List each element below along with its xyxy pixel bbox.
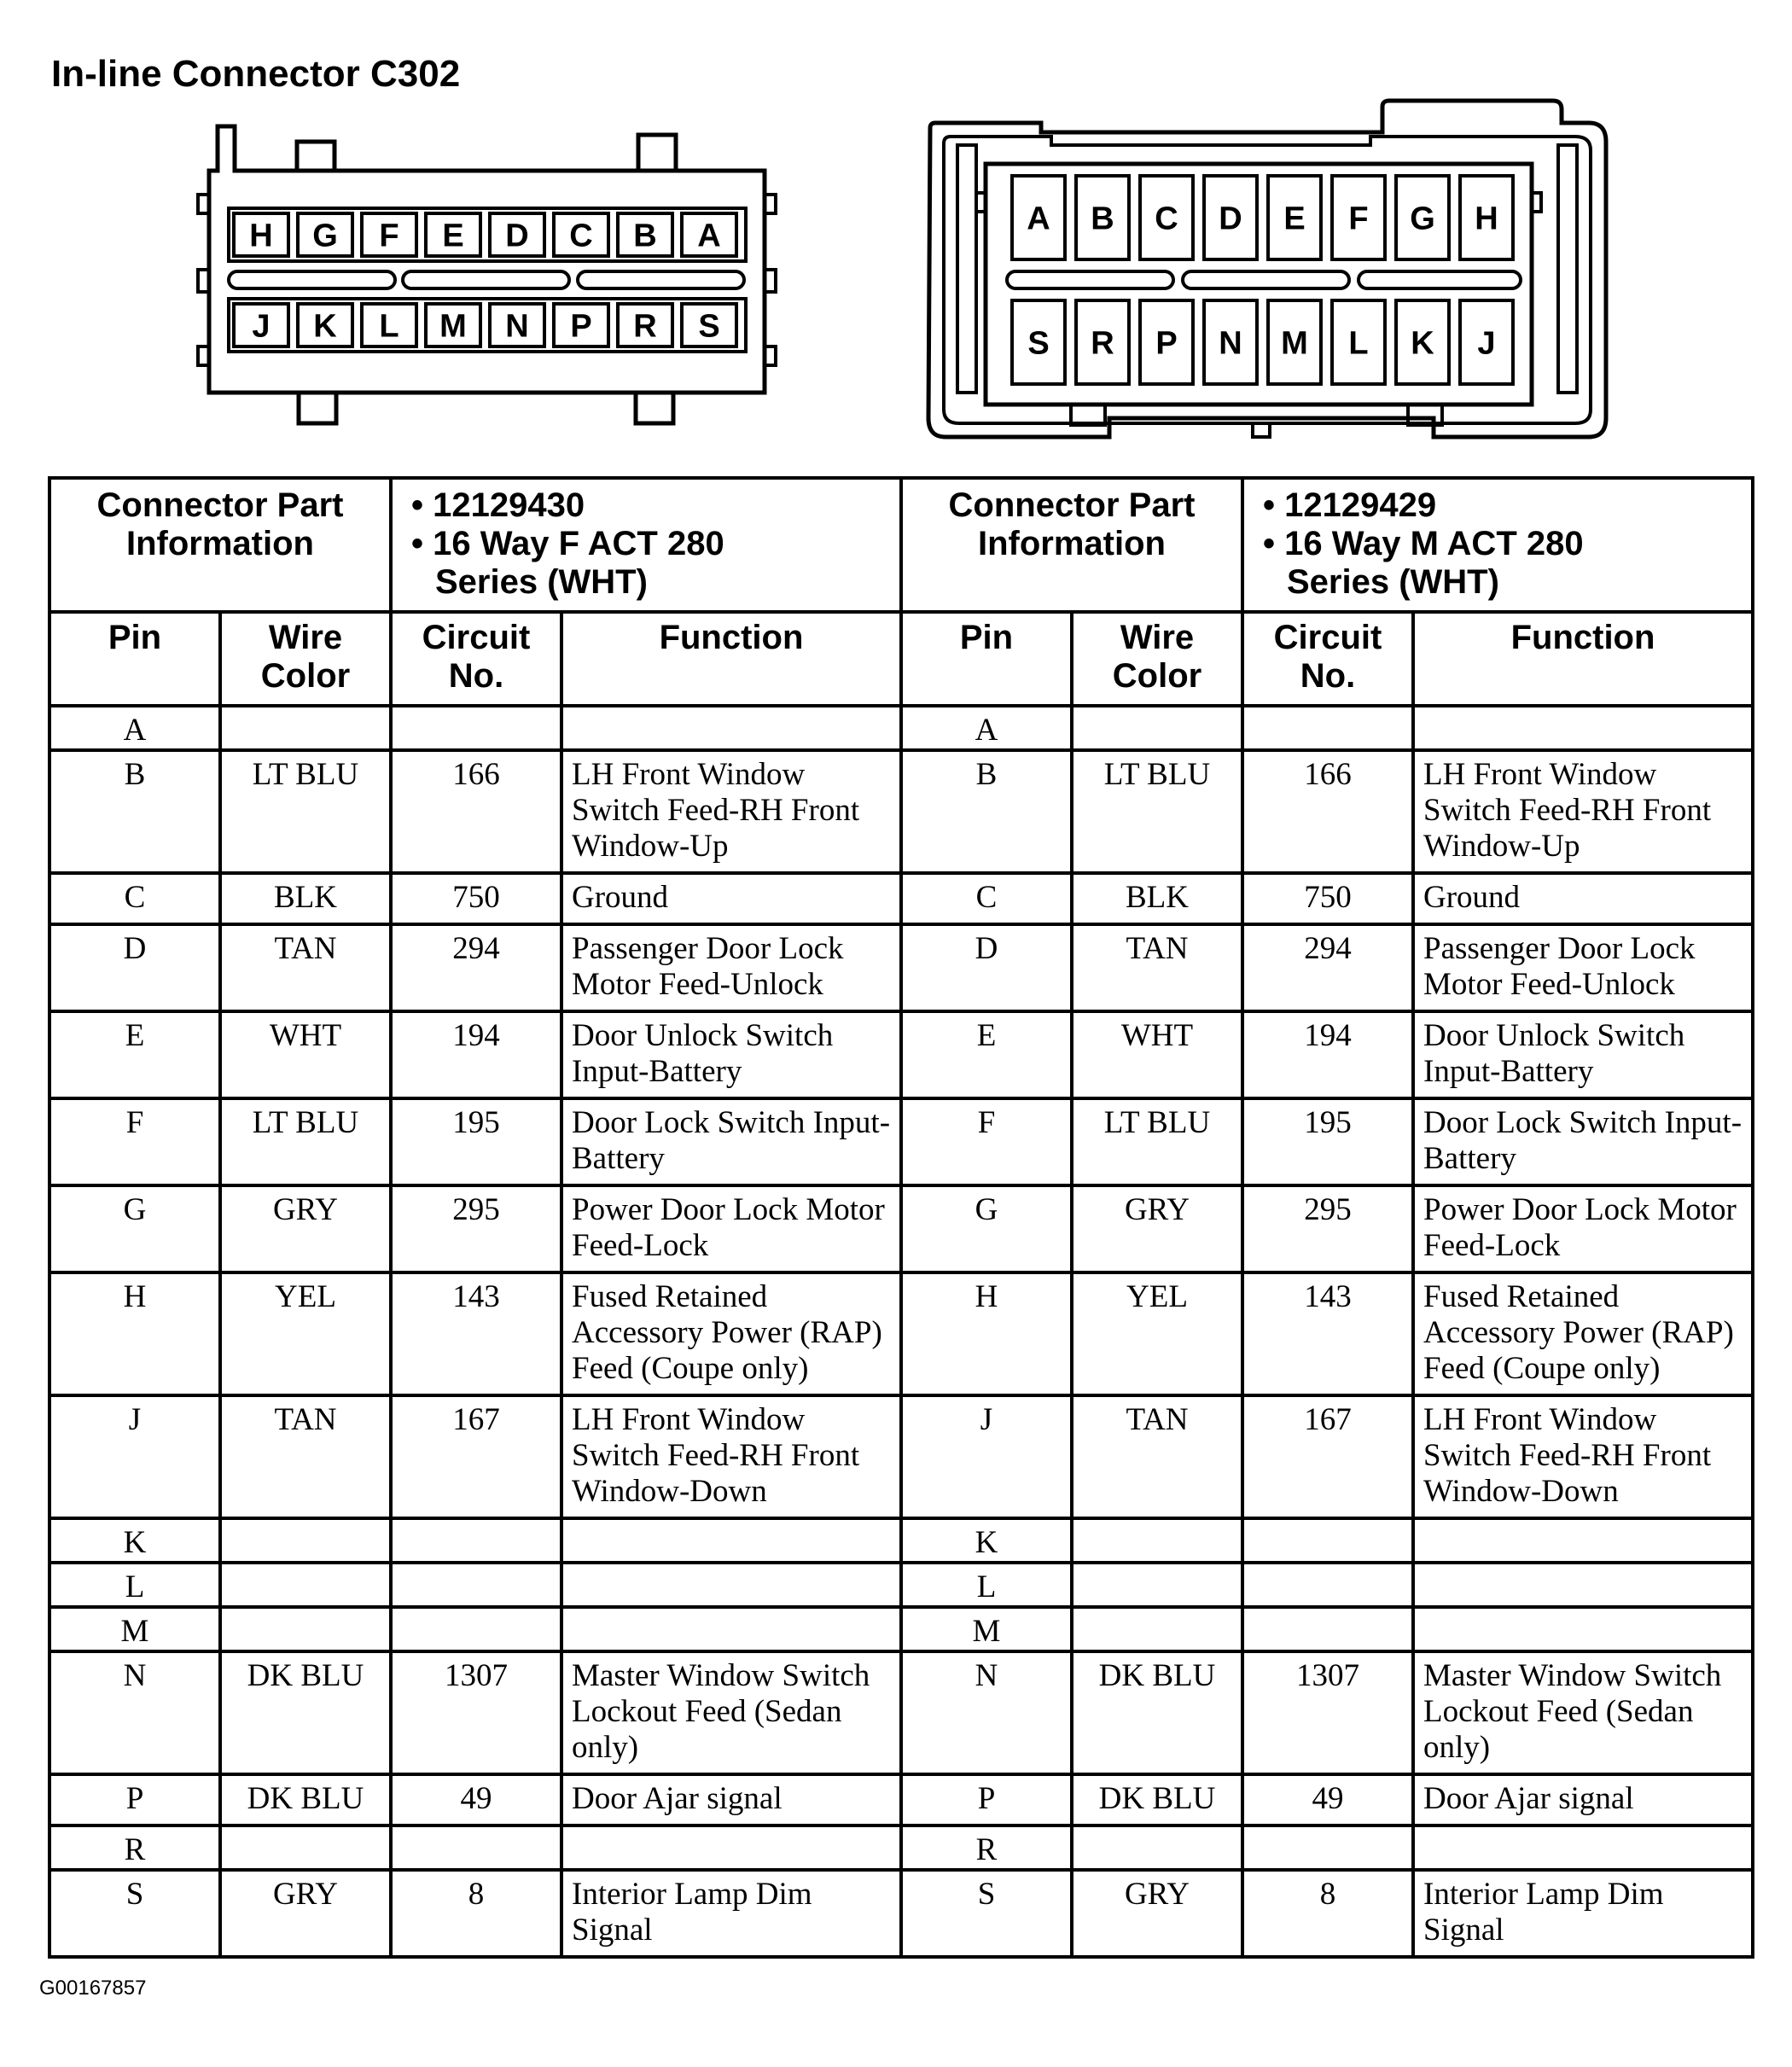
function-cell [1413,1607,1753,1651]
circuit-number-cell [1242,1825,1413,1870]
circuit-number-cell [1242,706,1413,750]
circuit-number-cell: 295 [1242,1185,1413,1272]
function-cell: Passenger Door Lock Motor Feed-Unlock [561,924,901,1011]
pin-cell: G [901,1185,1072,1272]
pin-column-header: Pin [901,612,1072,706]
circuit-number-cell: 194 [1242,1011,1413,1098]
female-connector-diagram [188,119,794,435]
pin-cell: L [49,1563,220,1607]
table-row [49,873,1753,924]
wire-color-cell [220,1825,391,1870]
pin-cell: J [49,1395,220,1518]
pin-column-header: Pin [49,612,220,706]
female-pin-label: C [569,218,593,254]
pin-cell: H [901,1272,1072,1395]
function-cell: Power Door Lock Motor Feed-Lock [1413,1185,1753,1272]
pin-cell: M [49,1607,220,1651]
function-cell: LH Front Window Switch Feed-RH Front Window-Down [1413,1395,1753,1518]
wire-color-cell: DK BLU [1072,1651,1242,1774]
circuit-number-cell: 750 [391,873,561,924]
table-row [49,1395,1753,1518]
function-cell [561,1518,901,1563]
figure-reference-code: G00167857 [39,1977,147,2000]
table-row [49,1272,1753,1395]
wire-color-cell [1072,1563,1242,1607]
male-pin-label: R [1091,325,1114,362]
circuit-number-cell [1242,1518,1413,1563]
circuit-number-cell [391,706,561,750]
table-row [49,706,1753,750]
pin-cell: R [901,1825,1072,1870]
function-cell: Master Window Switch Lockout Feed (Sedan only) [1413,1651,1753,1774]
pin-cell: E [901,1011,1072,1098]
wire-color-cell: GRY [220,1870,391,1957]
page-title: In-line Connector C302 [51,53,461,95]
pin-cell: F [49,1098,220,1185]
pin-cell: F [901,1098,1072,1185]
function-cell [1413,1518,1753,1563]
wire-color-cell: WHT [1072,1011,1242,1098]
wire-color-cell [220,1607,391,1651]
circuit-number-cell: 8 [1242,1870,1413,1957]
male-pin-label: C [1155,201,1178,237]
connector-info-label-left: Connector Part Information [49,478,391,612]
circuit-number-cell: 194 [391,1011,561,1098]
wire-color-cell: BLK [1072,873,1242,924]
pin-cell: M [901,1607,1072,1651]
female-pin-label: A [697,218,721,254]
wire-color-cell: LT BLU [1072,750,1242,873]
function-cell: Door Ajar signal [561,1774,901,1825]
function-cell: Ground [1413,873,1753,924]
pin-cell: J [901,1395,1072,1518]
male-pin-label: L [1348,325,1369,362]
female-pin-label: G [312,218,338,254]
male-pin-label: G [1410,201,1435,237]
pin-cell: L [901,1563,1072,1607]
female-pin-label: P [570,308,592,345]
wire-color-cell: LT BLU [220,1098,391,1185]
function-cell: LH Front Window Switch Feed-RH Front Window-Up [1413,750,1753,873]
female-pin-label: F [379,218,399,254]
table-row [49,1185,1753,1272]
female-pin-label: L [379,308,399,345]
circuit-number-cell [391,1563,561,1607]
circuit-number-cell [391,1518,561,1563]
wire-color-cell [220,706,391,750]
table-row [49,1607,1753,1651]
function-cell: Fused Retained Accessory Power (RAP) Feed (Coupe only) [561,1272,901,1395]
wire-color-cell: BLK [220,873,391,924]
male-pin-label: H [1475,201,1498,237]
wire-color-cell: DK BLU [220,1774,391,1825]
male-pin-label: P [1155,325,1178,362]
pin-cell: C [49,873,220,924]
table-row [49,1870,1753,1957]
function-cell: Interior Lamp Dim Signal [561,1870,901,1957]
female-pin-label: D [505,218,529,254]
male-pin-label: E [1283,201,1306,237]
pin-cell: B [901,750,1072,873]
circuit-number-cell: 167 [391,1395,561,1518]
circuit-number-cell [391,1607,561,1651]
male-pin-label: B [1091,201,1114,237]
male-pin-label: S [1027,325,1050,362]
wire-color-cell: TAN [220,1395,391,1518]
circuit-number-cell: 294 [1242,924,1413,1011]
female-pin-label: S [698,308,720,345]
circuit-number-cell: 143 [391,1272,561,1395]
wire-color-cell [1072,1607,1242,1651]
function-cell: Master Window Switch Lockout Feed (Sedan only) [561,1651,901,1774]
pin-cell: K [49,1518,220,1563]
male-pin-label: J [1477,325,1496,362]
pin-cell: A [901,706,1072,750]
wire-color-cell: TAN [220,924,391,1011]
function-cell: Door Unlock Switch Input-Battery [561,1011,901,1098]
function-cell [561,1607,901,1651]
function-cell [1413,706,1753,750]
wire-color-cell [1072,1825,1242,1870]
pin-cell: N [901,1651,1072,1774]
function-cell [561,1563,901,1607]
connector-part-info-right: • 12129429 • 16 Way M ACT 280 Series (WHT) [1242,478,1753,612]
circuit-number-cell: 1307 [391,1651,561,1774]
wire-color-cell: GRY [220,1185,391,1272]
pin-cell: R [49,1825,220,1870]
male-pin-label: N [1219,325,1242,362]
female-pin-label: E [442,218,464,254]
pin-cell: N [49,1651,220,1774]
circuit-number-cell [1242,1563,1413,1607]
circuit-number-cell: 195 [1242,1098,1413,1185]
circuit-number-cell: 750 [1242,873,1413,924]
circuit-number-cell: 167 [1242,1395,1413,1518]
wire-color-cell: DK BLU [220,1651,391,1774]
table-row [49,1774,1753,1825]
male-pin-label: K [1411,325,1434,362]
function-cell [1413,1563,1753,1607]
male-pin-label: D [1219,201,1242,237]
function-column-header: Function [561,612,901,706]
female-pin-label: J [252,308,271,345]
circuit-number-cell: 143 [1242,1272,1413,1395]
column-header-row [49,612,1753,706]
function-cell: Ground [561,873,901,924]
pin-cell: S [901,1870,1072,1957]
function-column-header: Function [1413,612,1753,706]
pin-cell: D [49,924,220,1011]
circuit-number-cell: 49 [391,1774,561,1825]
circuit-number-cell: 49 [1242,1774,1413,1825]
pin-cell: A [49,706,220,750]
connector-part-info-left: • 12129430 • 16 Way F ACT 280 Series (WHT) [391,478,901,612]
female-pin-label: M [439,308,467,345]
wire-color-cell: LT BLU [1072,1098,1242,1185]
table-row [49,1563,1753,1607]
pin-cell: B [49,750,220,873]
function-cell [1413,1825,1753,1870]
circuit-column-header: Circuit No. [1242,612,1413,706]
male-pin-label: A [1027,201,1050,237]
wire-color-column-header: Wire Color [220,612,391,706]
wire-color-cell: GRY [1072,1185,1242,1272]
table-row [49,1098,1753,1185]
wire-color-cell: WHT [220,1011,391,1098]
circuit-number-cell: 294 [391,924,561,1011]
table-row [49,1651,1753,1774]
pin-cell: P [49,1774,220,1825]
wire-color-cell: TAN [1072,1395,1242,1518]
function-cell: LH Front Window Switch Feed-RH Front Window-Up [561,750,901,873]
wire-color-cell [220,1563,391,1607]
function-cell [561,706,901,750]
wire-color-cell: YEL [1072,1272,1242,1395]
function-cell: Door Lock Switch Input-Battery [1413,1098,1753,1185]
wire-color-cell: YEL [220,1272,391,1395]
male-pin-label: F [1348,201,1369,237]
pin-cell: K [901,1518,1072,1563]
female-pin-label: H [249,218,273,254]
function-cell: Door Ajar signal [1413,1774,1753,1825]
male-connector-diagram [913,94,1621,452]
function-cell: Door Unlock Switch Input-Battery [1413,1011,1753,1098]
female-pin-label: N [505,308,529,345]
wire-color-cell [1072,706,1242,750]
female-pin-label: B [633,218,657,254]
pin-cell: G [49,1185,220,1272]
circuit-number-cell: 195 [391,1098,561,1185]
circuit-number-cell: 8 [391,1870,561,1957]
table-row [49,1518,1753,1563]
function-cell: Power Door Lock Motor Feed-Lock [561,1185,901,1272]
connector-pin-table [48,476,1754,1959]
function-cell [561,1825,901,1870]
pin-cell: C [901,873,1072,924]
circuit-column-header: Circuit No. [391,612,561,706]
circuit-number-cell [1242,1607,1413,1651]
function-cell: Interior Lamp Dim Signal [1413,1870,1753,1957]
function-cell: Door Lock Switch Input-Battery [561,1098,901,1185]
pin-cell: S [49,1870,220,1957]
wire-color-cell: DK BLU [1072,1774,1242,1825]
wire-color-cell: GRY [1072,1870,1242,1957]
female-pin-label: K [313,308,337,345]
circuit-number-cell [391,1825,561,1870]
circuit-number-cell: 166 [391,750,561,873]
pin-cell: D [901,924,1072,1011]
table-row [49,1011,1753,1098]
table-row [49,924,1753,1011]
male-pin-label: M [1281,325,1308,362]
table-row [49,1825,1753,1870]
wire-color-cell: LT BLU [220,750,391,873]
function-cell: Fused Retained Accessory Power (RAP) Feed (Coupe only) [1413,1272,1753,1395]
circuit-number-cell: 166 [1242,750,1413,873]
connector-info-row [49,478,1753,612]
function-cell: Passenger Door Lock Motor Feed-Unlock [1413,924,1753,1011]
female-pin-label: R [633,308,657,345]
function-cell: LH Front Window Switch Feed-RH Front Window-Down [561,1395,901,1518]
pin-cell: H [49,1272,220,1395]
circuit-number-cell: 295 [391,1185,561,1272]
wire-color-column-header: Wire Color [1072,612,1242,706]
pin-cell: P [901,1774,1072,1825]
wire-color-cell: TAN [1072,924,1242,1011]
table-row [49,750,1753,873]
wire-color-cell [220,1518,391,1563]
wire-color-cell [1072,1518,1242,1563]
connector-info-label-right: Connector Part Information [901,478,1242,612]
pin-cell: E [49,1011,220,1098]
circuit-number-cell: 1307 [1242,1651,1413,1774]
